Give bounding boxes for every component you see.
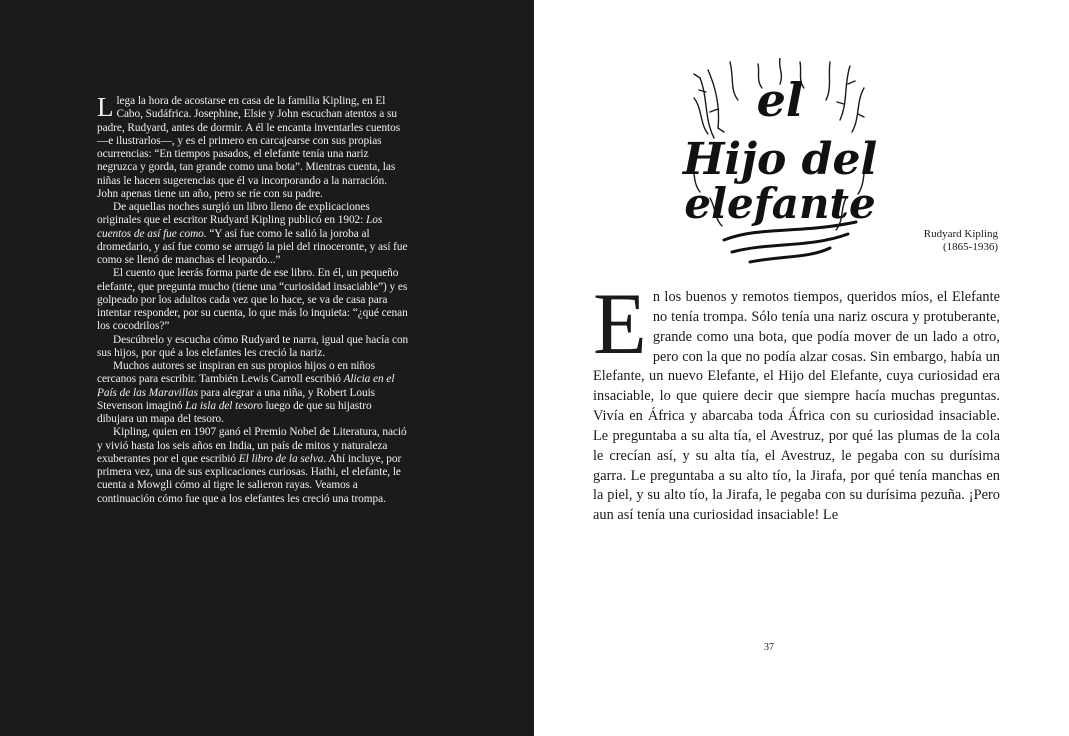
title-illustration — [680, 58, 880, 273]
author-dates: (1865-1936) — [943, 241, 998, 253]
story-dropcap: E — [593, 276, 647, 373]
intro-paragraph-1: Llega la hora de acostarse en casa de la familia Kipling, en El Cabo, Sudáfrica. Josephine, Elsie y John escuchan atentos a su padre, Rudyard, antes de dormir. A él le encanta inventarles cuentos —e ilustrarlos—, y es el primero en carcajearse con sus propias ocurrencias: “En tiempos pasados, el elefante tenía una nariz negruzca y gorda, tan grande como una bota”. Mientras cuenta, las niñas le hacen sugerencias que él va incorporando a la narración. John apenas tiene un año, pero se ríe con su padre. — [97, 92, 401, 200]
author-credit — [904, 228, 998, 254]
intro-paragraph-4: Descúbrelo y escucha cómo Rudyard te narra, igual que hacía con sus hijos, por qué a los elefantes les creció la nariz. — [97, 333, 409, 359]
intro-paragraph-5: Muchos autores se inspiran en sus propios hijos o en niños cercanos para escribir. También Lewis Carroll escribió Alicia en el País de las Maravillas para alegrar a una niña, y Robert Louis Stevenson imaginó La isla del tesoro luego de que su hijastro dibujara un mapa del tesoro. — [97, 360, 395, 425]
right-page — [534, 0, 1069, 736]
story-paragraph: En los buenos y remotos tiempos, queridos míos, el Elefante no tenía trompa. Sólo tenía una nariz oscura y protuberante, grande como una bota, que podía mover de un lado a otro, pero con la que no podía alzar cosas. Sin embargo, había un Elefante, un nuevo Elefante, el Hijo del Elefante, cuya curiosidad era insaciable, lo que quiere decir que siempre hacía muchas preguntas. Vivía en África y abarcaba toda África con su curiosidad insaciable. Le preguntaba a su alta tía, el Avestruz, por qué las plumas de la cola le crecían así, y su alta tía, el Avestruz, le pegaba con su durísima garra. Le preguntaba a su alto tío, la Jirafa, por qué tenía manchas en la piel, y su alto tío, la Jirafa, le pegaba con su durísima pezuña. ¡Pero aun así tenía una curiosidad insaciable! Le — [593, 276, 1000, 524]
intro-dropcap: L — [97, 92, 114, 122]
title-line-1: el — [756, 73, 804, 127]
title-line-3: elefante — [684, 179, 876, 228]
intro-text — [97, 92, 409, 506]
title-line-2: Hijo del — [682, 134, 878, 185]
intro-paragraph-2: De aquellas noches surgió un libro lleno de explicaciones originales que el escritor Rudyard Kipling publicó en 1902: Los cuentos de así fue como. “Y así fue como le salió la joroba al dromedario, y así fue como se arrugó la piel del rinoceronte, y así fue como se llenó de manchas el leopardo...” — [97, 201, 408, 266]
title-lettering — [681, 73, 877, 228]
flourish-icon — [724, 222, 856, 262]
left-page — [0, 0, 534, 736]
author-name: Rudyard Kipling — [923, 228, 998, 240]
intro-paragraph-6: Kipling, quien en 1907 ganó el Premio Nobel de Literatura, nació y vivió hasta los seis años en India, un país de mitos y naturaleza exuberantes por el que escribió El libro de la selva. Ahí incluye, por primera vez, una de sus explicaciones curiosas. Hathi, el elefante, le cuenta a Mowgli cómo al tigre le salieron rayas. Veamos a continuación cómo fue que a los elefantes les creció una trompa. — [97, 426, 407, 505]
intro-paragraph-3: El cuento que leerás forma parte de ese libro. En él, un pequeño elefante, que pregunta mucho (tiene una “curiosidad insaciable”) y es golpeado por los adultos cada vez que lo hace, se va de casa para intentar responder, por su cuenta, lo que más lo inquieta: “¿qué cenan los cocodrilos?” — [97, 267, 408, 333]
story-text — [593, 276, 1000, 526]
page-number: 37 — [764, 642, 774, 653]
